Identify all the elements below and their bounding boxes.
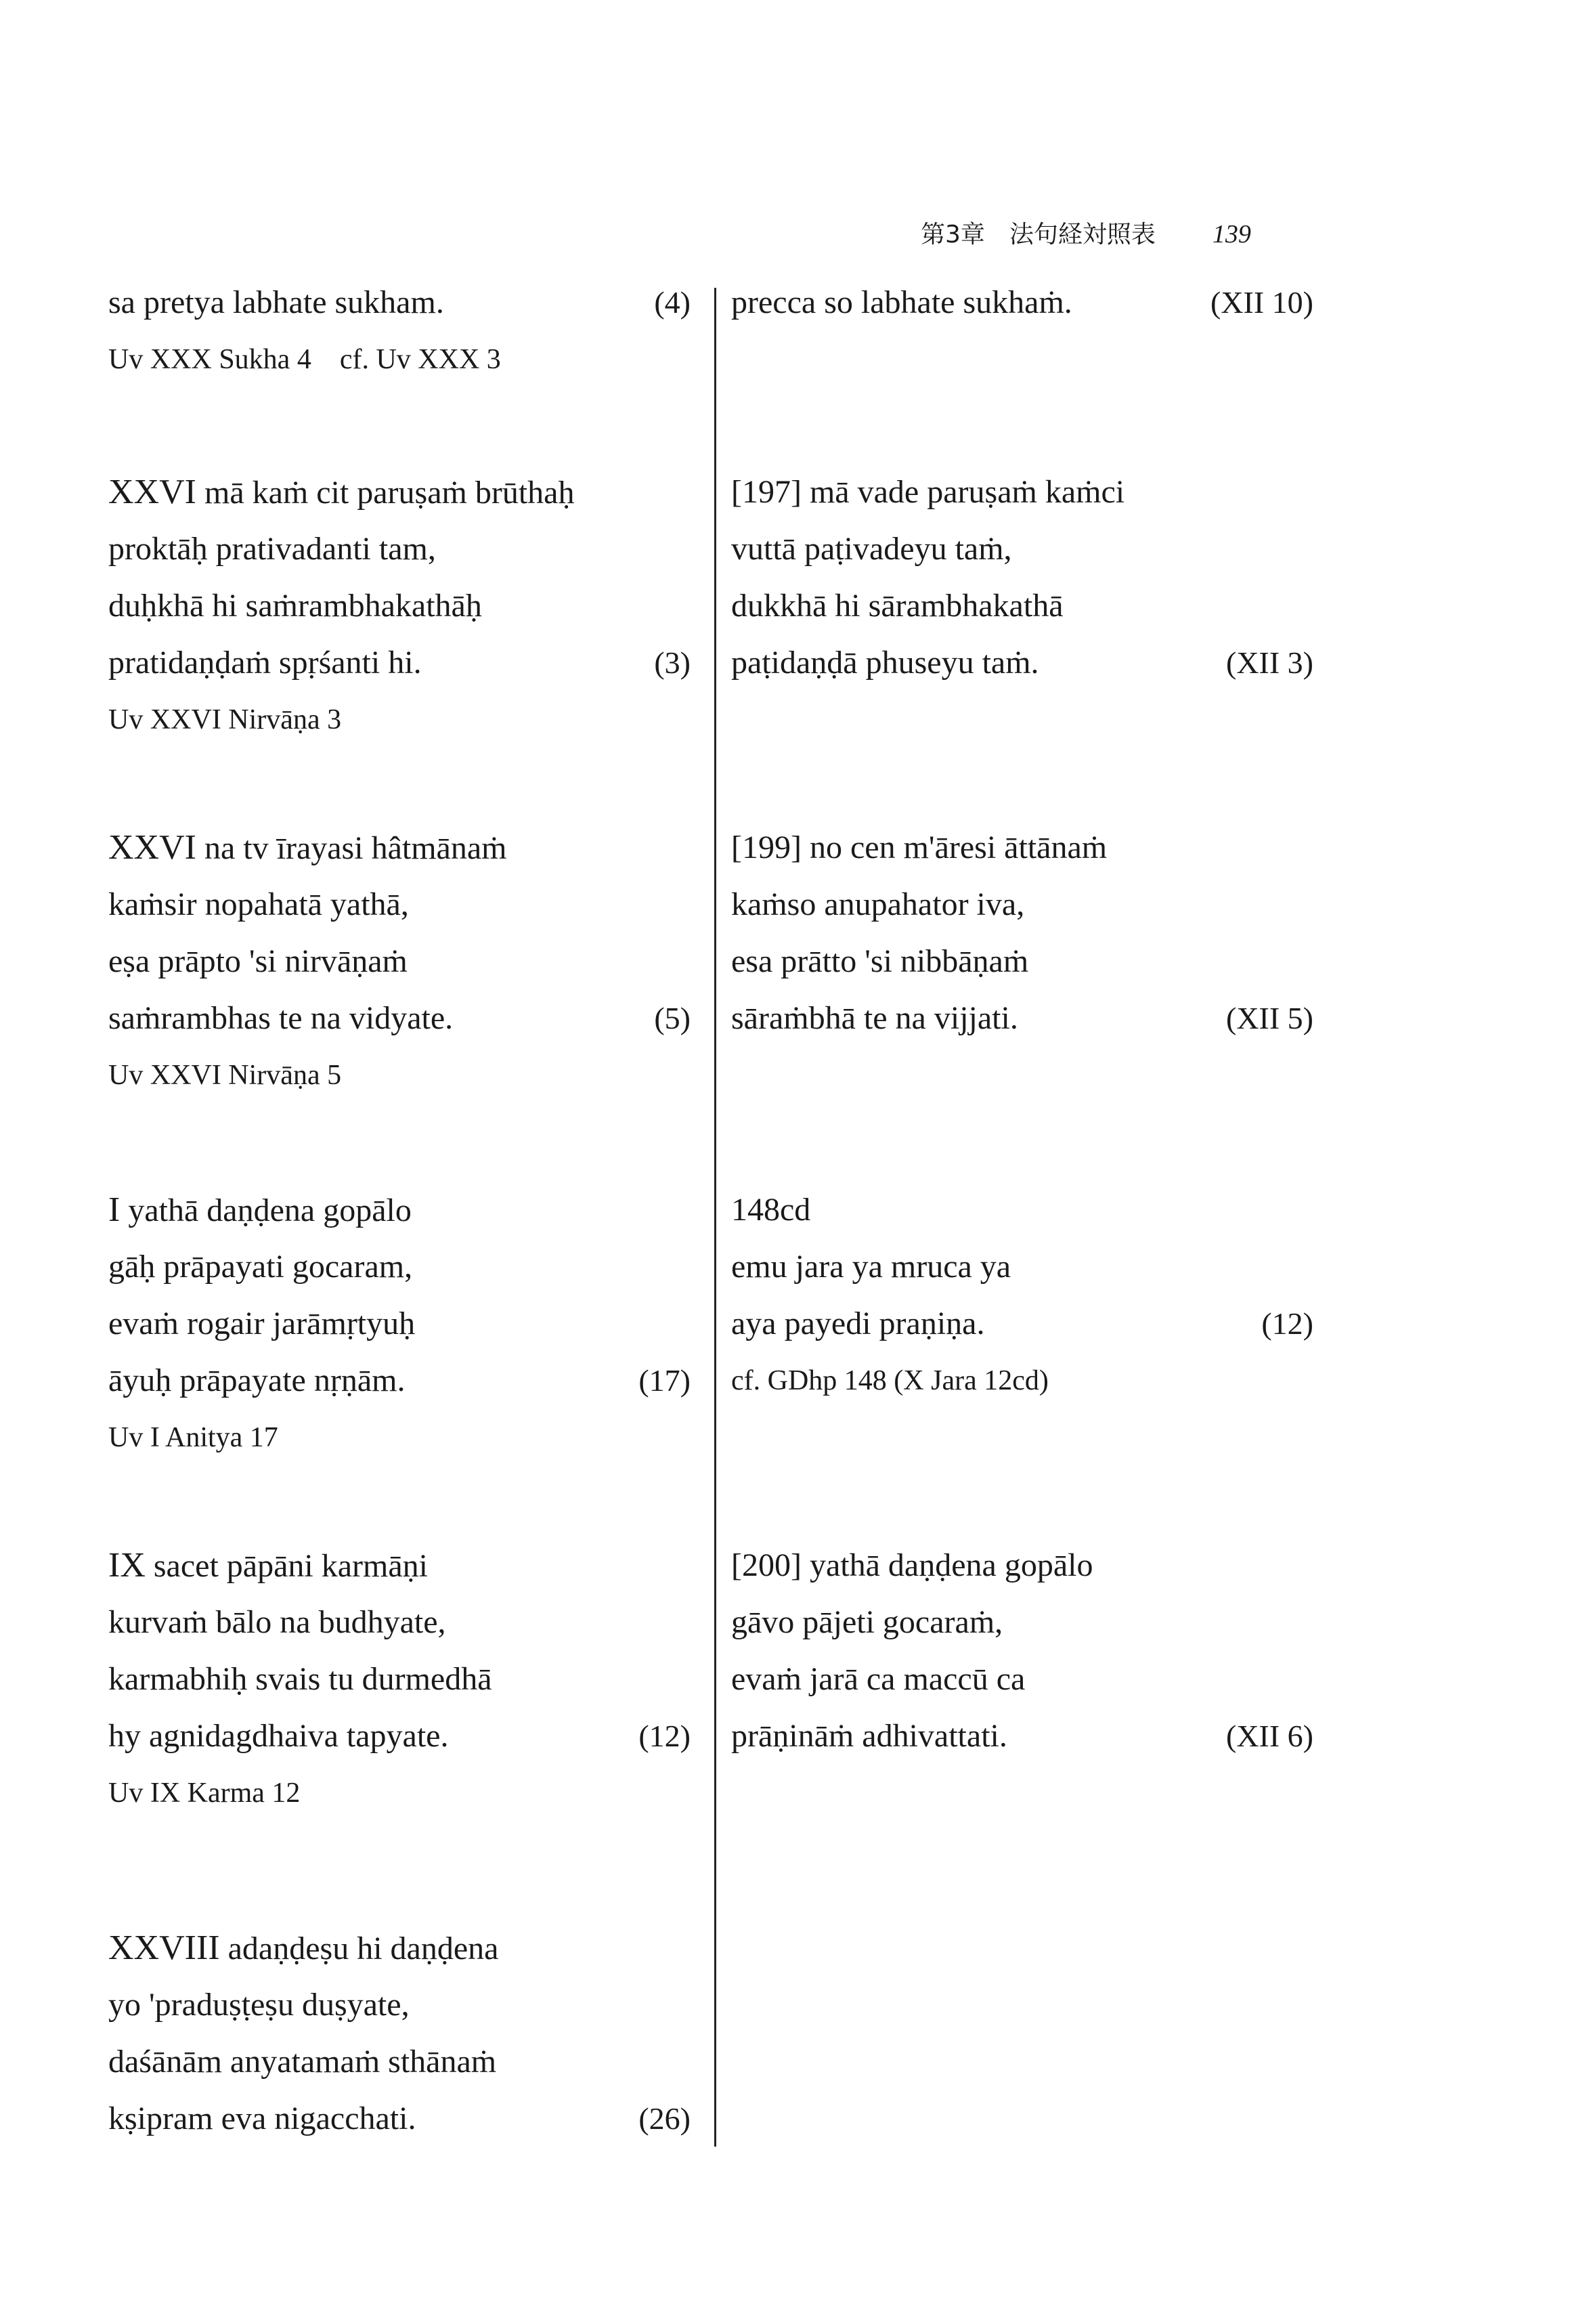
verse-line: evaṁ jarā ca maccū ca (731, 1661, 1026, 1697)
verse-number: (3) (654, 645, 691, 680)
pdhp-verse-xii-10 (731, 274, 1313, 331)
verse-number: (XII 5) (1226, 1001, 1313, 1035)
source-reference: Uv XXVI Nirvāṇa 5 (108, 1060, 342, 1091)
verse-line: karmabhiḥ svais tu durmedhā (108, 1661, 492, 1697)
pdhp-verse-199 (731, 819, 1313, 1047)
verse-line: kaṁsir nopahatā yathā, (108, 886, 409, 922)
verse-line: precca so labhate sukhaṁ. (731, 284, 1072, 320)
verse-number: (12) (638, 1719, 691, 1753)
verse-line: evaṁ rogair jarāmṛtyuḥ (108, 1306, 416, 1341)
chapter-numeral: XXVIII (108, 1929, 220, 1967)
chapter-title: 第3章 法句経対照表 (921, 221, 1156, 249)
chapter-numeral: IX (108, 1546, 146, 1585)
verse-number: (XII 3) (1226, 645, 1313, 680)
uv-verse-xxvi-3 (108, 464, 691, 748)
source-reference: Uv IX Karma 12 (108, 1778, 301, 1809)
pdhp-verse-197 (731, 464, 1313, 691)
verse-line: yo 'praduṣṭeṣu duṣyate, (108, 1987, 410, 2023)
chapter-numeral: XXVI (108, 473, 196, 511)
verse-line: eṣa prāpto 'si nirvāṇaṁ (108, 943, 408, 979)
verse-number: (XII 6) (1226, 1719, 1313, 1753)
verse-line: emu jara ya mruca ya (731, 1249, 1011, 1285)
verse-line: kaṁso anupahator iva, (731, 886, 1025, 922)
uv-verse-xxviii-26 (108, 1920, 691, 2147)
verse-line: proktāḥ prativadanti tam, (108, 531, 436, 567)
source-reference: Uv XXVI Nirvāṇa 3 (108, 704, 342, 735)
verse-number: (12) (1261, 1306, 1313, 1341)
verse-line: kṣipram eva nigacchati. (108, 2101, 416, 2136)
verse-line: adaṇḍeṣu hi daṇḍena (227, 1931, 499, 1966)
uv-verse-ix-12 (108, 1537, 691, 1822)
verse-line: daśānām anyatamaṁ sthānaṁ (108, 2044, 497, 2080)
verse-line: yathā daṇḍena gopālo (128, 1192, 412, 1228)
verse-line: hy agnidagdhaiva tapyate. (108, 1718, 449, 1754)
verse-line: na tv īrayasi hâtmānaṁ (204, 830, 507, 866)
verse-number: (17) (638, 1363, 691, 1398)
running-header (921, 215, 1300, 250)
verse-line: sāraṁbhā te na vijjati. (731, 1000, 1018, 1036)
verse-line: 148cd (731, 1192, 811, 1228)
source-reference: Uv I Anitya 17 (108, 1422, 278, 1453)
column-divider (714, 288, 716, 2147)
chapter-numeral: I (108, 1190, 121, 1229)
gdhp-verse-148cd (731, 1182, 1313, 1409)
verse-line: sa pretya labhate sukham. (4) (108, 274, 691, 331)
verse-number: (XII 10) (1210, 285, 1313, 320)
chapter-numeral: XXVI (108, 828, 196, 867)
verse-line: mā kaṁ cit paruṣaṁ brūthaḥ (204, 475, 575, 511)
verse-line: saṁrambhas te na vidyate. (108, 1000, 454, 1036)
verse-line: [197] mā vade paruṣaṁ kaṁci (731, 474, 1125, 510)
verse-line: āyuḥ prāpayate nṛṇām. (108, 1362, 406, 1398)
verse-line: gāḥ prāpayati gocaram, (108, 1249, 413, 1285)
verse-number: (4) (654, 285, 691, 320)
verse-line: [199] no cen m'āresi āttānaṁ (731, 830, 1108, 865)
verse-line: [200] yathā daṇḍena gopālo (731, 1547, 1093, 1583)
source-reference: cf. GDhp 148 (X Jara 12cd) (731, 1365, 1049, 1396)
verse-line: dukkhā hi sārambhakathā (731, 588, 1064, 624)
uv-verse-xxx-4 (108, 274, 691, 388)
verse-line: vuttā paṭivadeyu taṁ, (731, 531, 1012, 567)
verse-line: duḥkhā hi saṁrambhakathāḥ (108, 588, 482, 624)
verse-line: aya payedi praṇiṇa. (731, 1306, 985, 1341)
pdhp-verse-200 (731, 1537, 1313, 1765)
verse-line: paṭidaṇḍā phuseyu taṁ. (731, 645, 1039, 681)
page-number: 139 (1212, 220, 1251, 249)
verse-number: (26) (638, 2101, 691, 2136)
uv-verse-i-17 (108, 1182, 691, 1466)
verse-line: prāṇināṁ adhivattati. (731, 1718, 1007, 1754)
verse-line: gāvo pājeti gocaraṁ, (731, 1604, 1003, 1640)
verse-line: sacet pāpāni karmāṇi (153, 1548, 429, 1584)
source-reference: Uv XXX Sukha 4 cf. Uv XXX 3 (108, 344, 501, 375)
verse-line: esa prātto 'si nibbāṇaṁ (731, 943, 1029, 979)
verse-number: (5) (654, 1001, 691, 1035)
uv-verse-xxvi-5 (108, 819, 691, 1104)
verse-line: pratidaṇḍaṁ spṛśanti hi. (108, 645, 422, 681)
verse-line: kurvaṁ bālo na budhyate, (108, 1604, 446, 1640)
